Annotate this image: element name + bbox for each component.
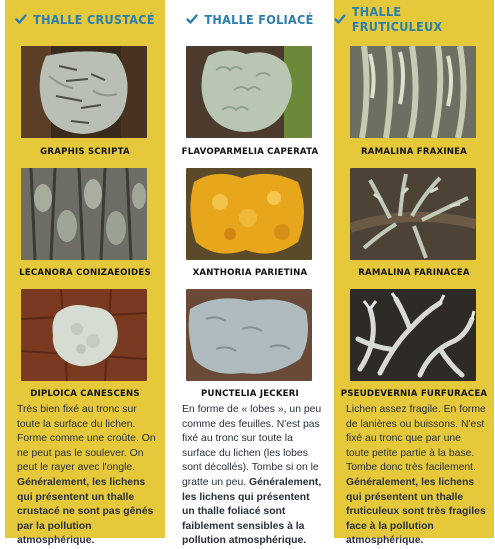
lichen-photo-graphis (21, 46, 147, 138)
lichen-photo-diploica (21, 289, 147, 381)
lichen-photo-pseudevernia (350, 289, 476, 381)
lichen-photo-ramalina-fraxinea (350, 46, 476, 138)
column-header (334, 4, 494, 34)
species-name: LECANORA CONIZAEOIDES (19, 268, 151, 278)
species-name: RAMALINA FRAXINEA (360, 147, 468, 157)
species-name: PSEUDEVERNIA FURFURACEA (340, 389, 488, 399)
column-header (5, 9, 165, 29)
column-title: THALLE FRUTICULEUX (351, 4, 443, 34)
column-foliose (170, 0, 330, 547)
lichen-photo-xanthoria (186, 168, 312, 260)
lichen-photo-lecanora (21, 168, 147, 260)
column-description: En forme de « lobes », un peu comme des feuilles. N'est pas fixé au tronc sur toute la surface du lichen (les lobes sont décollés). Tombe si on le gratte un peu. Généralement, les lichens qui présentent un thalle foliacé sont faiblement sensibles à la pollution atmosphérique. (182, 404, 322, 547)
column-title: THALLE CRUSTACÉ (33, 11, 155, 27)
species-name: FLAVOPARMELIA CAPERATA (181, 147, 319, 157)
lichen-photo-ramalina-farinacea (350, 168, 476, 260)
lichen-photo-punctelia (186, 289, 312, 381)
lichen-photo-flavoparmelia (186, 46, 312, 138)
check-icon (186, 13, 198, 25)
species-name: RAMALINA FARINACEA (358, 268, 470, 278)
check-icon (15, 13, 27, 25)
column-description: Lichen assez fragile. En forme de lanières ou buissons. N'est fixé au tronc que par une toute petite partie à la base. Tombe donc très facilement. Généralement, les lichens qui présentent un thalle fruticuleux sont très fragiles face à la pollution atmosphérique. (346, 404, 486, 547)
species-name: DIPLOICA CANESCENS (30, 389, 140, 399)
column-crustose (5, 0, 165, 547)
column-fruticose (334, 0, 494, 547)
column-title: THALLE FOLIACÉ (204, 11, 314, 27)
column-header (170, 9, 330, 29)
column-description: Très bien fixé au tronc sur toute la surface du lichen. Forme comme une croûte. On ne peut pas le soulever. On peut le rayer avec l'ongle. Généralement, les lichens qui présentent un thalle crustacé ne sont pas gênés par la pollution atmosphérique. (17, 404, 156, 547)
species-name: GRAPHIS SCRIPTA (40, 147, 130, 157)
species-name: XANTHORIA PARIETINA (192, 268, 308, 278)
check-icon (334, 13, 346, 25)
species-name: PUNCTELIA JECKERI (201, 389, 299, 399)
